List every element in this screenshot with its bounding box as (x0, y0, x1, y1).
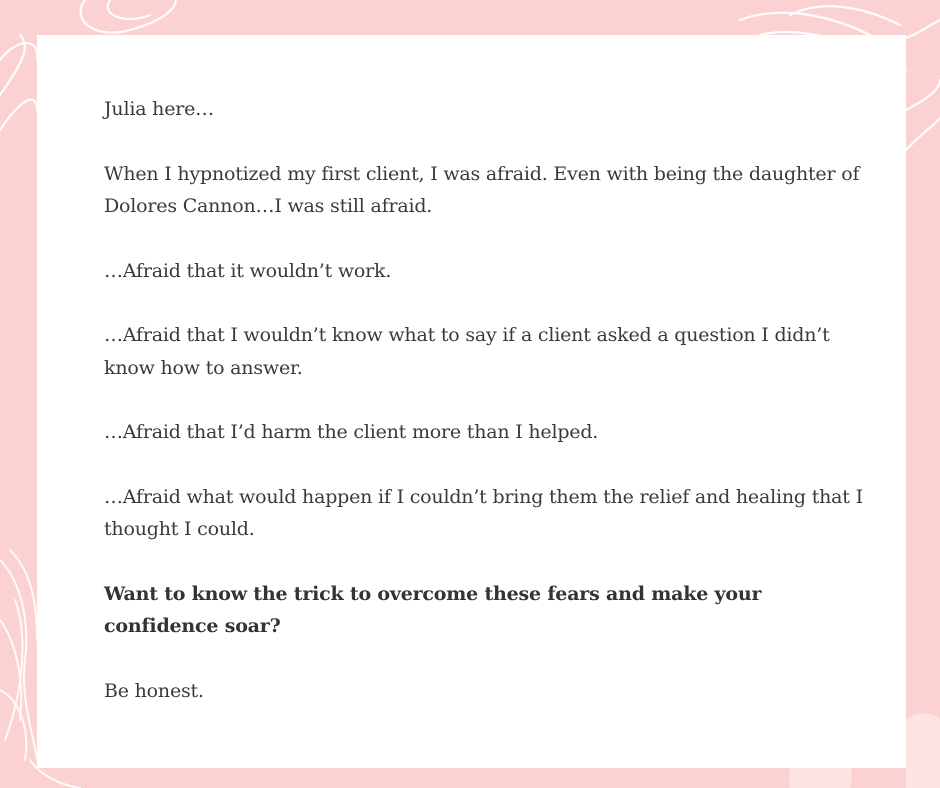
question-heading: Want to know the trick to overcome these fears and make your confidence soar? (104, 582, 762, 637)
fear-paragraph-3: …Afraid that I’d harm the client more than I helped. (104, 421, 599, 443)
fear-paragraph-2: …Afraid that I wouldn’t know what to say if a client asked a question I didn’t know how to answer. (104, 324, 830, 379)
greeting-paragraph: Julia here… (104, 98, 214, 120)
fear-paragraph-4: …Afraid what would happen if I couldn’t bring them the relief and healing that I thought I could. (104, 485, 863, 540)
email-body (104, 93, 874, 739)
content-card (37, 35, 906, 768)
closing-paragraph: Be honest. (104, 679, 204, 702)
intro-paragraph: When I hypnotized my first client, I was afraid. Even with being the daughter of Dolores Cannon…I was still afraid. (104, 162, 860, 217)
fear-paragraph-1: …Afraid that it wouldn’t work. (104, 259, 392, 282)
